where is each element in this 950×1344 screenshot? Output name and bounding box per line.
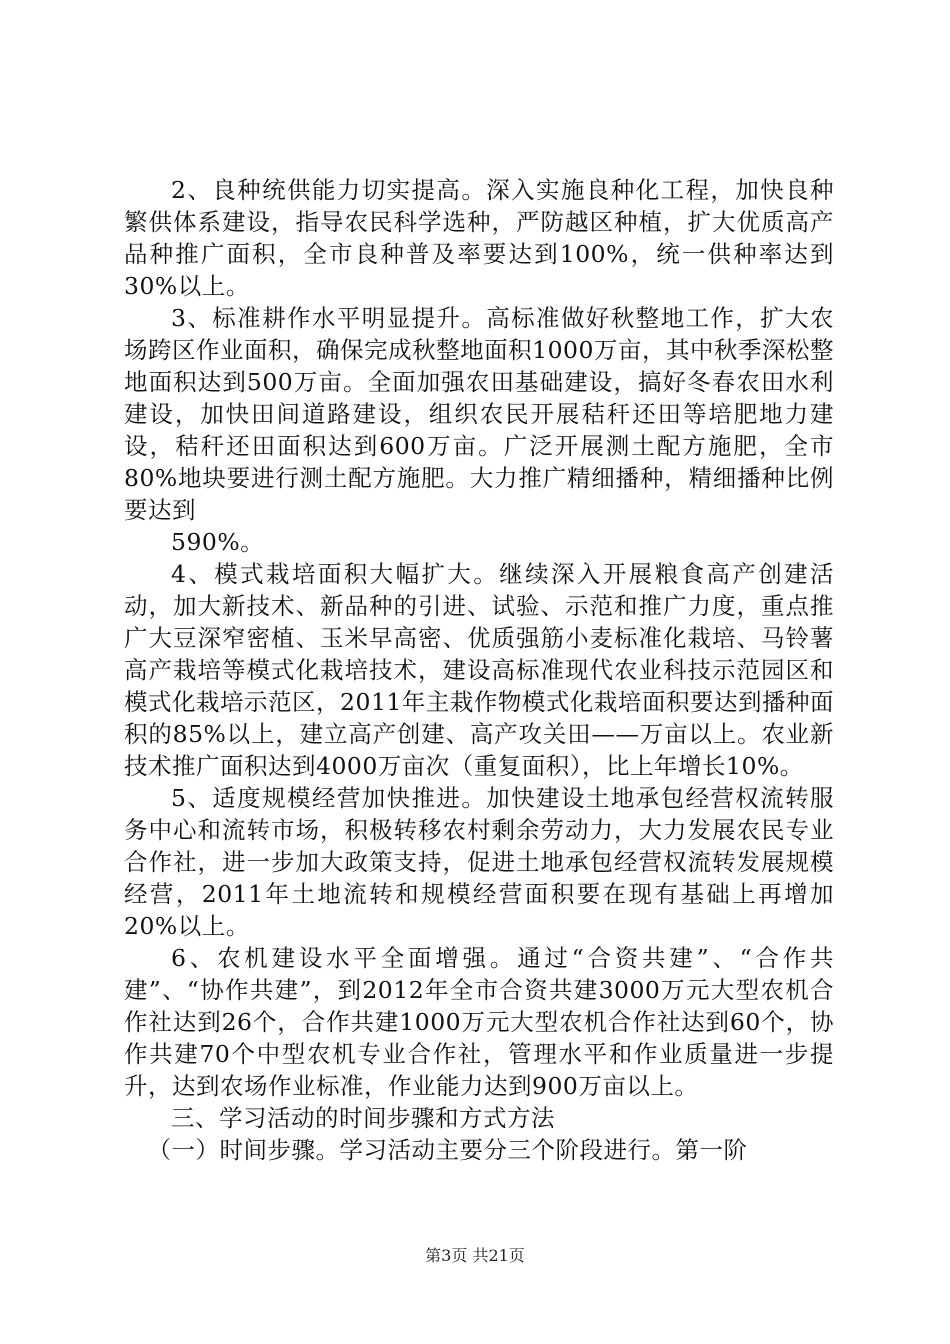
page-footer: 第3页 共21页 [425,1246,525,1265]
paragraph-model-cultivation: 4、模式栽培面积大幅扩大。继续深入开展粮食高产创建活动，加大新技术、新品种的引进、试验、示范和推广力度，重点推广大豆深窄密植、玉米早高密、优质强筋小麦标准化栽培、马铃薯高产栽培等模式化栽培技术，建设高标准现代农业科技示范园区和模式化栽培示范区，2011年主栽作物模式化栽培面积要达到播种面积的85%以上，建立高产创建、高产攻关田——万亩以上。农业新技术推广面积达到4000万亩次（重复面积），比上年增长10%。 [124,560,834,780]
paragraph-scale-operation: 5、适度规模经营加快推进。加快建设土地承包经营权流转服务中心和流转市场，积极转移农村剩余劳动力，大力发展农民专业合作社，进一步加大政策支持，促进土地承包经营权流转发展规模经营，2011年土地流转和规模经营面积要在现有基础上再增加20%以上。 [124,784,834,940]
paragraph-agri-machinery: 6、农机建设水平全面增强。通过“合资共建”、“合作共建”、“协作共建”，到2012年全市合资共建3000万元大型农机合作社达到26个，合作共建1000万元大型农机合作社达到60个，协作共建70个中型农机专业合作社，管理水平和作业质量进一步提升，达到农场作业标准，作业能力达到900万亩以上。 [124,944,834,1100]
paragraph-seed-supply: 2、良种统供能力切实提高。深入实施良种化工程，加快良种繁供体系建设，指导农民科学选种，严防越区种植，扩大优质高产品种推广面积，全市良种普及率要达到100%，统一供种率达到30%以上。 [124,176,834,300]
paragraph-tillage-continuation: 590%。 [171,528,265,556]
paragraph-tillage-standard: 3、标准耕作水平明显提升。高标准做好秋整地工作，扩大农场跨区作业面积，确保完成秋整地面积1000万亩，其中秋季深松整地面积达到500万亩。全面加强农田基础建设，搞好冬春农田水利建设，加快田间道路建设，组织农民开展秸秆还田等培肥地力建设，秸秆还田面积达到600万亩。广泛开展测土配方施肥，全市80%地块要进行测土配方施肥。大力推广精细播种，精细播种比例要达到 [124,304,834,524]
section-heading-schedule: 三、学习活动的时间步骤和方式方法 [171,1104,555,1132]
paragraph-time-steps: （一）时间步骤。学习活动主要分三个阶段进行。第一阶 [147,1136,748,1164]
document-body [124,174,834,1166]
